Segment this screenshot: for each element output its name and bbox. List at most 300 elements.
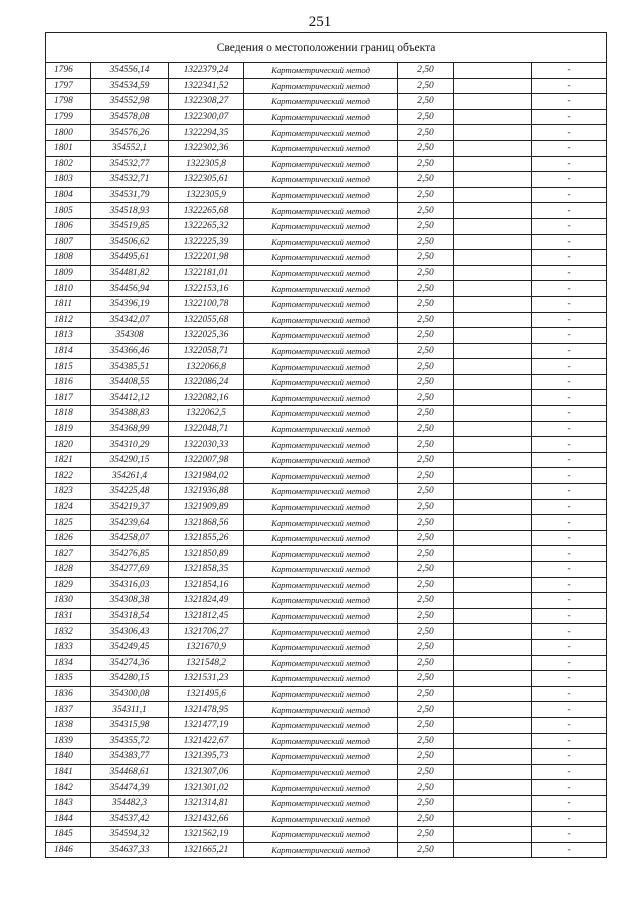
cell-point-number: 1809 xyxy=(46,265,91,281)
cell-note: - xyxy=(532,390,607,406)
cell-note: - xyxy=(532,749,607,765)
cell-point-number: 1806 xyxy=(46,218,91,234)
cell-coord-y: 1322181,01 xyxy=(169,265,244,281)
cell-note: - xyxy=(532,203,607,219)
cell-coord-x: 354594,32 xyxy=(91,827,169,843)
cell-description xyxy=(454,842,532,858)
cell-accuracy: 2,50 xyxy=(398,764,454,780)
cell-method: Картометрический метод xyxy=(244,125,398,141)
cell-point-number: 1833 xyxy=(46,639,91,655)
cell-point-number: 1834 xyxy=(46,655,91,671)
cell-coord-x: 354355,72 xyxy=(91,733,169,749)
cell-point-number: 1846 xyxy=(46,842,91,858)
cell-method: Картометрический метод xyxy=(244,499,398,515)
cell-method: Картометрический метод xyxy=(244,94,398,110)
cell-coord-y: 1321301,02 xyxy=(169,780,244,796)
table-row xyxy=(46,530,607,546)
cell-note: - xyxy=(532,156,607,172)
cell-description xyxy=(454,749,532,765)
table-row xyxy=(46,639,607,655)
cell-note: - xyxy=(532,499,607,515)
cell-accuracy: 2,50 xyxy=(398,172,454,188)
cell-point-number: 1796 xyxy=(46,63,91,79)
cell-accuracy: 2,50 xyxy=(398,733,454,749)
cell-coord-y: 1321478,95 xyxy=(169,702,244,718)
cell-description xyxy=(454,764,532,780)
table-row xyxy=(46,484,607,500)
cell-method: Картометрический метод xyxy=(244,374,398,390)
cell-coord-y: 1321858,35 xyxy=(169,562,244,578)
cell-point-number: 1823 xyxy=(46,484,91,500)
table-row xyxy=(46,187,607,203)
cell-accuracy: 2,50 xyxy=(398,484,454,500)
cell-accuracy: 2,50 xyxy=(398,374,454,390)
cell-accuracy: 2,50 xyxy=(398,109,454,125)
cell-coord-x: 354383,77 xyxy=(91,749,169,765)
table-row xyxy=(46,156,607,172)
cell-description xyxy=(454,593,532,609)
cell-description xyxy=(454,172,532,188)
cell-coord-y: 1321824,49 xyxy=(169,593,244,609)
cell-note: - xyxy=(532,94,607,110)
cell-accuracy: 2,50 xyxy=(398,780,454,796)
cell-description xyxy=(454,468,532,484)
cell-point-number: 1836 xyxy=(46,686,91,702)
cell-point-number: 1808 xyxy=(46,250,91,266)
cell-coord-y: 1322055,68 xyxy=(169,312,244,328)
table-row xyxy=(46,671,607,687)
cell-description xyxy=(454,530,532,546)
cell-description xyxy=(454,795,532,811)
cell-method: Картометрический метод xyxy=(244,671,398,687)
cell-note: - xyxy=(532,234,607,250)
cell-accuracy: 2,50 xyxy=(398,593,454,609)
cell-method: Картометрический метод xyxy=(244,328,398,344)
cell-accuracy: 2,50 xyxy=(398,795,454,811)
cell-description xyxy=(454,296,532,312)
cell-point-number: 1805 xyxy=(46,203,91,219)
cell-point-number: 1838 xyxy=(46,717,91,733)
cell-coord-x: 354239,64 xyxy=(91,515,169,531)
cell-coord-x: 354306,43 xyxy=(91,624,169,640)
cell-accuracy: 2,50 xyxy=(398,577,454,593)
cell-accuracy: 2,50 xyxy=(398,78,454,94)
table-row xyxy=(46,764,607,780)
cell-coord-y: 1322294,35 xyxy=(169,125,244,141)
cell-coord-y: 1321854,16 xyxy=(169,577,244,593)
cell-note: - xyxy=(532,374,607,390)
cell-description xyxy=(454,702,532,718)
cell-accuracy: 2,50 xyxy=(398,234,454,250)
cell-coord-x: 354308,38 xyxy=(91,593,169,609)
cell-coord-y: 1321936,88 xyxy=(169,484,244,500)
cell-method: Картометрический метод xyxy=(244,156,398,172)
cell-method: Картометрический метод xyxy=(244,562,398,578)
cell-method: Картометрический метод xyxy=(244,530,398,546)
cell-description xyxy=(454,484,532,500)
cell-description xyxy=(454,827,532,843)
cell-coord-y: 1321670,9 xyxy=(169,639,244,655)
cell-method: Картометрический метод xyxy=(244,312,398,328)
cell-coord-x: 354552,98 xyxy=(91,94,169,110)
cell-accuracy: 2,50 xyxy=(398,499,454,515)
cell-accuracy: 2,50 xyxy=(398,468,454,484)
cell-description xyxy=(454,421,532,437)
cell-accuracy: 2,50 xyxy=(398,624,454,640)
cell-accuracy: 2,50 xyxy=(398,406,454,422)
cell-method: Картометрический метод xyxy=(244,140,398,156)
cell-description xyxy=(454,406,532,422)
table-row xyxy=(46,749,607,765)
cell-description xyxy=(454,374,532,390)
table-row xyxy=(46,343,607,359)
cell-coord-x: 354637,33 xyxy=(91,842,169,858)
cell-description xyxy=(454,577,532,593)
cell-description xyxy=(454,312,532,328)
cell-note: - xyxy=(532,172,607,188)
table-row xyxy=(46,624,607,640)
cell-description xyxy=(454,390,532,406)
cell-description xyxy=(454,671,532,687)
table-row xyxy=(46,780,607,796)
table-row xyxy=(46,811,607,827)
cell-note: - xyxy=(532,63,607,79)
cell-coord-x: 354396,19 xyxy=(91,296,169,312)
cell-coord-y: 1322030,33 xyxy=(169,437,244,453)
cell-note: - xyxy=(532,764,607,780)
table-row xyxy=(46,296,607,312)
cell-method: Картометрический метод xyxy=(244,733,398,749)
cell-point-number: 1842 xyxy=(46,780,91,796)
cell-accuracy: 2,50 xyxy=(398,749,454,765)
page-number: 251 xyxy=(308,14,332,30)
cell-coord-x: 354482,3 xyxy=(91,795,169,811)
cell-accuracy: 2,50 xyxy=(398,359,454,375)
cell-point-number: 1822 xyxy=(46,468,91,484)
cell-coord-y: 1322153,16 xyxy=(169,281,244,297)
cell-coord-x: 354495,61 xyxy=(91,250,169,266)
cell-note: - xyxy=(532,546,607,562)
cell-point-number: 1799 xyxy=(46,109,91,125)
cell-coord-x: 354274,36 xyxy=(91,655,169,671)
cell-coord-y: 1321665,21 xyxy=(169,842,244,858)
table-row xyxy=(46,562,607,578)
cell-method: Картометрический метод xyxy=(244,827,398,843)
cell-point-number: 1797 xyxy=(46,78,91,94)
cell-coord-x: 354456,94 xyxy=(91,281,169,297)
cell-note: - xyxy=(532,328,607,344)
cell-coord-y: 1321850,89 xyxy=(169,546,244,562)
cell-coord-x: 354408,55 xyxy=(91,374,169,390)
cell-note: - xyxy=(532,109,607,125)
table-row xyxy=(46,203,607,219)
cell-coord-x: 354318,54 xyxy=(91,608,169,624)
table-row xyxy=(46,328,607,344)
cell-description xyxy=(454,515,532,531)
cell-coord-y: 1322265,32 xyxy=(169,218,244,234)
cell-method: Картометрический метод xyxy=(244,281,398,297)
cell-description xyxy=(454,780,532,796)
cell-coord-y: 1321495,6 xyxy=(169,686,244,702)
cell-method: Картометрический метод xyxy=(244,172,398,188)
cell-method: Картометрический метод xyxy=(244,203,398,219)
cell-coord-y: 1322062,5 xyxy=(169,406,244,422)
cell-description xyxy=(454,78,532,94)
cell-point-number: 1802 xyxy=(46,156,91,172)
cell-description xyxy=(454,140,532,156)
table-row xyxy=(46,421,607,437)
cell-description xyxy=(454,655,532,671)
cell-note: - xyxy=(532,468,607,484)
cell-note: - xyxy=(532,639,607,655)
cell-description xyxy=(454,187,532,203)
cell-method: Картометрический метод xyxy=(244,546,398,562)
cell-note: - xyxy=(532,281,607,297)
cell-accuracy: 2,50 xyxy=(398,312,454,328)
cell-point-number: 1828 xyxy=(46,562,91,578)
table-row xyxy=(46,655,607,671)
cell-point-number: 1811 xyxy=(46,296,91,312)
table-row xyxy=(46,218,607,234)
cell-note: - xyxy=(532,250,607,266)
table-row xyxy=(46,374,607,390)
cell-note: - xyxy=(532,343,607,359)
cell-description xyxy=(454,686,532,702)
cell-method: Картометрический метод xyxy=(244,717,398,733)
cell-note: - xyxy=(532,795,607,811)
cell-coord-x: 354310,29 xyxy=(91,437,169,453)
cell-coord-y: 1322058,71 xyxy=(169,343,244,359)
cell-accuracy: 2,50 xyxy=(398,187,454,203)
cell-method: Картометрический метод xyxy=(244,265,398,281)
cell-coord-y: 1322265,68 xyxy=(169,203,244,219)
cell-coord-x: 354366,46 xyxy=(91,343,169,359)
cell-note: - xyxy=(532,717,607,733)
table-row xyxy=(46,312,607,328)
cell-coord-x: 354261,4 xyxy=(91,468,169,484)
cell-point-number: 1825 xyxy=(46,515,91,531)
cell-description xyxy=(454,562,532,578)
cell-method: Картометрический метод xyxy=(244,686,398,702)
cell-note: - xyxy=(532,140,607,156)
cell-method: Картометрический метод xyxy=(244,78,398,94)
cell-note: - xyxy=(532,78,607,94)
cell-method: Картометрический метод xyxy=(244,608,398,624)
cell-description xyxy=(454,234,532,250)
cell-point-number: 1813 xyxy=(46,328,91,344)
cell-coord-x: 354506,62 xyxy=(91,234,169,250)
cell-coord-y: 1322201,98 xyxy=(169,250,244,266)
cell-coord-y: 1321307,06 xyxy=(169,764,244,780)
cell-accuracy: 2,50 xyxy=(398,842,454,858)
cell-method: Картометрический метод xyxy=(244,187,398,203)
cell-point-number: 1844 xyxy=(46,811,91,827)
cell-point-number: 1829 xyxy=(46,577,91,593)
cell-method: Картометрический метод xyxy=(244,795,398,811)
table-row xyxy=(46,733,607,749)
cell-method: Картометрический метод xyxy=(244,577,398,593)
cell-coord-x: 354412,12 xyxy=(91,390,169,406)
table-row xyxy=(46,842,607,858)
cell-description xyxy=(454,717,532,733)
cell-note: - xyxy=(532,437,607,453)
cell-point-number: 1800 xyxy=(46,125,91,141)
cell-coord-x: 354532,77 xyxy=(91,156,169,172)
cell-coord-y: 1321477,19 xyxy=(169,717,244,733)
cell-note: - xyxy=(532,593,607,609)
cell-coord-y: 1322086,24 xyxy=(169,374,244,390)
cell-point-number: 1815 xyxy=(46,359,91,375)
cell-note: - xyxy=(532,312,607,328)
table-row xyxy=(46,250,607,266)
cell-coord-y: 1322302,36 xyxy=(169,140,244,156)
cell-description xyxy=(454,546,532,562)
cell-method: Картометрический метод xyxy=(244,468,398,484)
cell-coord-y: 1322025,36 xyxy=(169,328,244,344)
table-row xyxy=(46,827,607,843)
cell-note: - xyxy=(532,702,607,718)
cell-note: - xyxy=(532,406,607,422)
cell-coord-y: 1322305,8 xyxy=(169,156,244,172)
cell-coord-x: 354474,39 xyxy=(91,780,169,796)
cell-coord-y: 1321548,2 xyxy=(169,655,244,671)
cell-coord-x: 354388,83 xyxy=(91,406,169,422)
cell-description xyxy=(454,265,532,281)
cell-point-number: 1830 xyxy=(46,593,91,609)
cell-coord-x: 354537,42 xyxy=(91,811,169,827)
cell-accuracy: 2,50 xyxy=(398,562,454,578)
cell-method: Картометрический метод xyxy=(244,421,398,437)
cell-description xyxy=(454,109,532,125)
cell-point-number: 1840 xyxy=(46,749,91,765)
cell-note: - xyxy=(532,655,607,671)
cell-coord-y: 1321395,73 xyxy=(169,749,244,765)
cell-coord-x: 354219,37 xyxy=(91,499,169,515)
cell-accuracy: 2,50 xyxy=(398,686,454,702)
cell-coord-y: 1321706,27 xyxy=(169,624,244,640)
cell-accuracy: 2,50 xyxy=(398,218,454,234)
table-row xyxy=(46,515,607,531)
cell-coord-x: 354290,15 xyxy=(91,452,169,468)
cell-coord-x: 354308 xyxy=(91,328,169,344)
cell-coord-x: 354225,48 xyxy=(91,484,169,500)
cell-accuracy: 2,50 xyxy=(398,281,454,297)
cell-accuracy: 2,50 xyxy=(398,296,454,312)
cell-coord-x: 354519,85 xyxy=(91,218,169,234)
cell-description xyxy=(454,63,532,79)
cell-method: Картометрический метод xyxy=(244,780,398,796)
cell-note: - xyxy=(532,125,607,141)
cell-point-number: 1841 xyxy=(46,764,91,780)
table-row xyxy=(46,78,607,94)
table-row xyxy=(46,437,607,453)
cell-point-number: 1837 xyxy=(46,702,91,718)
cell-method: Картометрический метод xyxy=(244,624,398,640)
table-row xyxy=(46,234,607,250)
cell-description xyxy=(454,218,532,234)
cell-accuracy: 2,50 xyxy=(398,265,454,281)
table-row xyxy=(46,468,607,484)
cell-accuracy: 2,50 xyxy=(398,328,454,344)
cell-coord-y: 1322048,71 xyxy=(169,421,244,437)
cell-note: - xyxy=(532,827,607,843)
cell-point-number: 1810 xyxy=(46,281,91,297)
cell-coord-x: 354532,71 xyxy=(91,172,169,188)
cell-description xyxy=(454,624,532,640)
cell-description xyxy=(454,328,532,344)
table-row xyxy=(46,577,607,593)
cell-method: Картометрический метод xyxy=(244,811,398,827)
cell-method: Картометрический метод xyxy=(244,390,398,406)
table-row xyxy=(46,593,607,609)
cell-coord-y: 1321909,89 xyxy=(169,499,244,515)
cell-description xyxy=(454,608,532,624)
cell-accuracy: 2,50 xyxy=(398,343,454,359)
cell-point-number: 1804 xyxy=(46,187,91,203)
cell-method: Картометрический метод xyxy=(244,764,398,780)
cell-accuracy: 2,50 xyxy=(398,421,454,437)
cell-method: Картометрический метод xyxy=(244,437,398,453)
cell-coord-y: 1322305,9 xyxy=(169,187,244,203)
cell-coord-x: 354277,69 xyxy=(91,562,169,578)
cell-coord-y: 1321422,67 xyxy=(169,733,244,749)
cell-accuracy: 2,50 xyxy=(398,390,454,406)
cell-coord-x: 354385,51 xyxy=(91,359,169,375)
cell-accuracy: 2,50 xyxy=(398,608,454,624)
cell-coord-x: 354280,15 xyxy=(91,671,169,687)
cell-method: Картометрический метод xyxy=(244,484,398,500)
cell-description xyxy=(454,343,532,359)
cell-point-number: 1817 xyxy=(46,390,91,406)
cell-accuracy: 2,50 xyxy=(398,515,454,531)
cell-accuracy: 2,50 xyxy=(398,437,454,453)
table-row xyxy=(46,452,607,468)
cell-method: Картометрический метод xyxy=(244,842,398,858)
cell-coord-x: 354368,99 xyxy=(91,421,169,437)
cell-accuracy: 2,50 xyxy=(398,250,454,266)
cell-description xyxy=(454,499,532,515)
cell-accuracy: 2,50 xyxy=(398,125,454,141)
cell-note: - xyxy=(532,359,607,375)
cell-point-number: 1832 xyxy=(46,624,91,640)
cell-coord-y: 1321868,56 xyxy=(169,515,244,531)
cell-description xyxy=(454,733,532,749)
table-row xyxy=(46,359,607,375)
cell-accuracy: 2,50 xyxy=(398,94,454,110)
table-row xyxy=(46,702,607,718)
cell-note: - xyxy=(532,265,607,281)
cell-method: Картометрический метод xyxy=(244,250,398,266)
cell-description xyxy=(454,811,532,827)
table-row xyxy=(46,546,607,562)
table-row xyxy=(46,795,607,811)
table-title: Сведения о местоположении границ объекта xyxy=(46,33,607,63)
table-title-row xyxy=(46,33,607,63)
table-row xyxy=(46,281,607,297)
cell-coord-y: 1322308,27 xyxy=(169,94,244,110)
cell-note: - xyxy=(532,296,607,312)
cell-coord-x: 354311,1 xyxy=(91,702,169,718)
cell-note: - xyxy=(532,811,607,827)
cell-coord-x: 354315,98 xyxy=(91,717,169,733)
table-row xyxy=(46,686,607,702)
cell-point-number: 1824 xyxy=(46,499,91,515)
table-row xyxy=(46,94,607,110)
cell-point-number: 1812 xyxy=(46,312,91,328)
cell-coord-y: 1321855,26 xyxy=(169,530,244,546)
cell-note: - xyxy=(532,624,607,640)
cell-coord-y: 1322100,78 xyxy=(169,296,244,312)
